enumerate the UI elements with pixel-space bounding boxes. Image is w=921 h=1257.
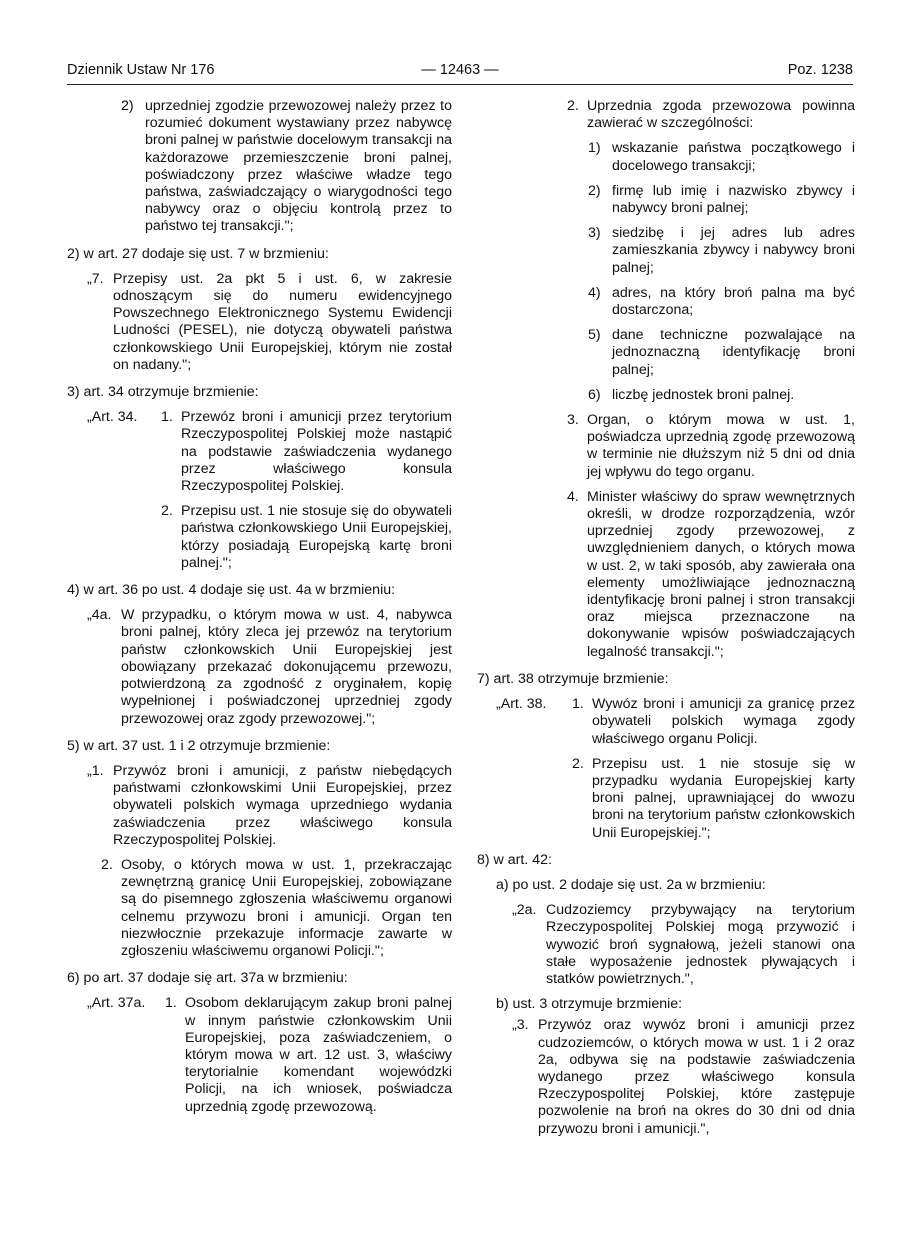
item-number: 3) <box>588 225 601 242</box>
list-item <box>588 327 855 379</box>
amendment-8b-heading: b) ust. 3 otrzymuje brzmienie: <box>496 996 683 1013</box>
list-item <box>588 183 855 217</box>
item-number: „3. <box>512 1017 529 1034</box>
amendment-8-heading: 8) w art. 42: <box>477 851 552 868</box>
item-text: dane techniczne pozwalające na jednoznaczną identyfikację broni palnej; <box>612 327 855 378</box>
item-number: „7. <box>87 270 104 287</box>
item-text: Przepisy ust. 2a pkt 5 i ust. 6, w zakresie odnoszącym się do numeru ewidencyjnego Powszechnego Elektronicznego Systemu Ewidencji Ludności (PESEL), nie dotyczą obywateli państwa członkowskiego Unii Europejskiej, którym nie został on nadany."; <box>113 270 452 373</box>
item-number: 4. <box>567 488 579 505</box>
art-37a-para-2 <box>567 98 855 132</box>
item-number: 1. <box>572 696 584 713</box>
page-number: — 12463 — <box>421 62 499 78</box>
item-text: W przypadku, o którym mowa w ust. 4, nabywca broni palnej, który zleca jej przewóz na terytorium państw członkowskich Unii Europejskiej jest obowiązany przekazać dokonującemu przewozu, potwierdzoną za zgodność z oryginałem, kopię wypełnionej i poświadczonej uprzedniej zgody przewozowej oraz zgody przewozowej."; <box>121 607 452 727</box>
amendment-5-heading: 5) w art. 37 ust. 1 i 2 otrzymuje brzmienie: <box>67 737 331 754</box>
art-37a-para-4 <box>567 489 855 661</box>
amendment-6-heading: 6) po art. 37 dodaje się art. 37a w brzmieniu: <box>67 970 348 987</box>
item-text: Przywóz oraz wywóz broni i amunicji przez cudzoziemców, o których mowa w ust. 1 i 2 oraz 2a, odbywa się na podstawie zaświadczenia wydanego przez właściwego konsula Rzeczypospolitej Polskiej, które zastępuje pozwolenie na broń na okres do 30 dni od dnia przywozu broni i amunicji.", <box>538 1017 855 1137</box>
item-number: 6) <box>588 386 601 403</box>
amendment-2-text <box>87 271 452 374</box>
item-number: 2) <box>121 98 134 114</box>
amendment-3-heading: 3) art. 34 otrzymuje brzmienie: <box>67 384 259 401</box>
item-number: 4) <box>588 284 601 301</box>
article-label: „Art. 38. <box>496 696 547 713</box>
amendment-4-heading: 4) w art. 36 po ust. 4 dodaje się ust. 4a w brzmieniu: <box>67 582 396 599</box>
item-number: 5) <box>588 327 601 344</box>
art-34-para-1 <box>87 409 452 495</box>
list-item <box>588 140 855 174</box>
item-number: 1. <box>165 995 177 1012</box>
art-37a-para-3 <box>567 412 855 481</box>
item-text: siedzibę i jej adres lub adres zamieszkania zbywcy i nabywcy broni palnej; <box>612 225 855 276</box>
item-text: adres, na który broń palna ma być dostarczona; <box>612 284 855 319</box>
item-text: wskazanie państwa początkowego i docelowego transakcji; <box>612 140 855 174</box>
item-number: 2. <box>101 856 113 873</box>
position-number: Poz. 1238 <box>787 62 853 78</box>
art-34-para-2 <box>161 503 452 572</box>
item-number: 1. <box>161 409 173 426</box>
item-text: Organ, o którym mowa w ust. 1, poświadcza uprzednią zgodę przewozową w terminie nie dłuższym niż 5 dni od dnia jej wpływu do tego organu. <box>587 412 855 480</box>
item-number: „1. <box>87 762 104 779</box>
journal-title: Dziennik Ustaw Nr 176 <box>67 62 215 78</box>
item-text: Przepisu ust. 1 nie stosuje się do obywateli państwa członkowskiego Unii Europejskiej, którzy posiadają Europejską kartę broni palnej."; <box>181 503 452 571</box>
item-text: Osobom deklarującym zakup broni palnej w innym państwie członkowskim Unii Europejskiej, poza zaświadczeniem, o którym mowa w art. 12 ust. 3, właściwy terytorialnie komendant wojewódzki Policji, na ich wniosek, poświadcza uprzednią zgodę przewozową. <box>185 995 452 1115</box>
article-label: „Art. 34. <box>87 409 138 426</box>
item-text: Przewóz broni i amunicji przez terytorium Rzeczypospolitej Polskiej może nastąpić na podstawie zaświadczenia wydanego przez właściwego konsula Rzeczypospolitej Polskiej. <box>181 409 452 495</box>
art-38-para-1 <box>496 696 855 748</box>
art-38-para-2 <box>572 756 855 842</box>
art-37-para-2 <box>101 857 452 960</box>
item-number: 2) <box>588 182 601 199</box>
item-number: 3. <box>567 412 579 429</box>
item-text: liczbę jednostek broni palnej. <box>612 386 795 403</box>
item-number: „4a. <box>87 607 112 624</box>
amendment-4-text <box>87 607 452 727</box>
header-rule <box>67 84 853 85</box>
item-text: Osoby, o których mowa w ust. 1, przekraczając zewnętrzną granicę Unii Europejskiej, zobowiązane są do pisemnego zgłoszenia właściwemu organowi celnemu przywozu broni i amunicji. Organ ten niezwłocznie przekazuje informacje zawarte w zgłoszeniu właściwemu organowi Policji."; <box>121 856 452 959</box>
art-37a-para-1 <box>87 995 452 1115</box>
amendment-7-heading: 7) art. 38 otrzymuje brzmienie: <box>477 670 669 687</box>
item-number: 2. <box>567 98 579 114</box>
art-42-para-3 <box>512 1017 855 1137</box>
article-label: „Art. 37a. <box>87 995 146 1012</box>
item-number: 2. <box>161 503 173 520</box>
left-column <box>67 98 452 1116</box>
item-text: Cudzoziemcy przybywający na terytorium Rzeczypospolitej Polskiej mogą przywozić i wywozić broń sygnałową, jeżeli stanowi ona stałe wyposażenie jednostek pływających i statków powietrznych.", <box>546 902 855 987</box>
item-text: Minister właściwy do spraw wewnętrznych określi, w drodze rozporządzenia, wzór uprzedniej zgody przewozowej, z uwzględnieniem danych, o których mowa w ust. 2, w taki sposób, aby zawierała ona elementy umożliwiające jednoznaczną identyfikację broni palnej i stron transakcji oraz miejsca przeznaczone na dokonywanie wpisów poświadczających legalność transakcji."; <box>587 488 855 660</box>
amendment-2-heading: 2) w art. 27 dodaje się ust. 7 w brzmieniu: <box>67 245 329 262</box>
art-42-para-2a <box>512 902 855 988</box>
amendment-8a-heading: a) po ust. 2 dodaje się ust. 2a w brzmieniu: <box>496 876 766 893</box>
page-header <box>67 62 853 84</box>
definition-paragraph <box>121 98 452 236</box>
item-text: uprzedniej zgodzie przewozowej należy przez to rozumieć dokument wystawiany przez nabywcę broni palnej w państwie docelowym transakcji na każdorazowe przemieszczenie broni palnej, poświadczony przez właściwe władze tego państwa, zaświadczający o wiarygodności tego nabywcy oraz o objęciu kontrolą przez to państwo tej transakcji."; <box>145 98 452 235</box>
art-37-para-1 <box>87 763 452 849</box>
item-number: „2a. <box>512 902 537 919</box>
item-text: Przywóz broni i amunicji, z państw niebędących państwami członkowskimi Unii Europejskiej, przez obywateli polskich wymaga uprzedniego wydania zaświadczenia przez właściwego konsula Rzeczypospolitej Polskiej. <box>113 762 452 848</box>
list-item <box>588 285 855 319</box>
item-text: firmę lub imię i nazwisko zbywcy i nabywcy broni palnej; <box>612 182 855 217</box>
item-text: Przepisu ust. 1 nie stosuje się w przypadku wydania Europejskiej karty broni palnej, uprawniającej do wwozu broni na terytorium państw członkowskich Unii Europejskiej."; <box>592 755 855 841</box>
required-contents-list <box>477 140 855 404</box>
item-text: Wywóz broni i amunicji za granicę przez obywateli polskich wymaga zgody właściwego organu Policji. <box>592 696 855 747</box>
list-item <box>588 225 855 277</box>
list-item <box>588 387 855 404</box>
right-column <box>477 98 855 1138</box>
item-number: 1) <box>588 140 601 157</box>
item-text: Uprzednia zgoda przewozowa powinna zawierać w szczególności: <box>587 98 855 132</box>
item-number: 2. <box>572 755 584 772</box>
